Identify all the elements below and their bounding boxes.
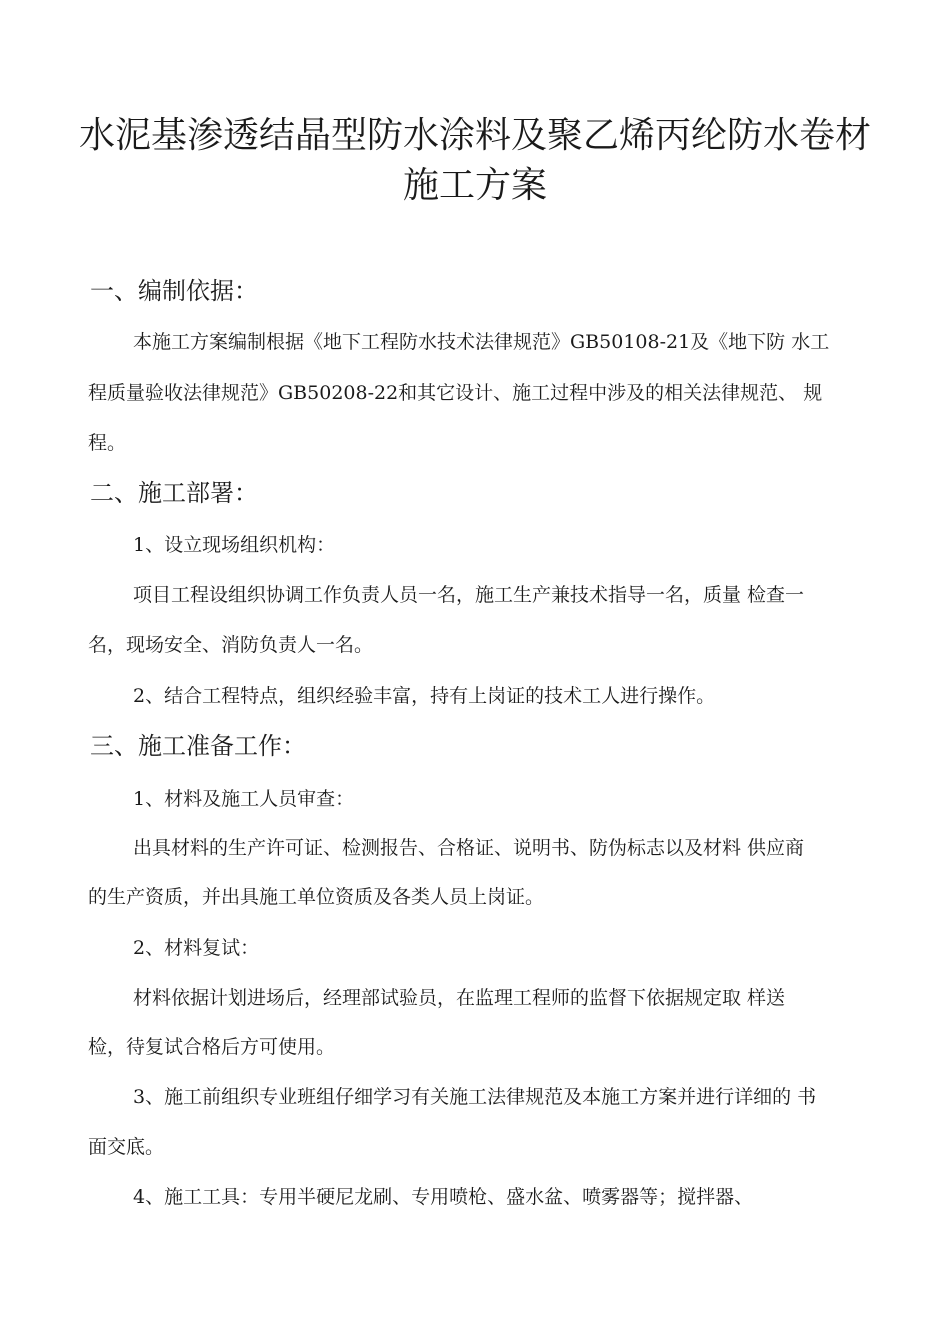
- paragraph-line: 本施工方案编制根据《地下工程防水技术法律规范》GB50108-21及《地下防 水工: [133, 331, 830, 353]
- paragraph-line: 的生产资质，并出具施工单位资质及各类人员上岗证。: [88, 886, 545, 908]
- section-heading-preparation: 三、施工准备工作：: [90, 732, 306, 760]
- paragraph-line: 3、施工前组织专业班组仔细学习有关施工法律规范及本施工方案并进行详细的 书: [133, 1086, 817, 1108]
- section-heading-basis: 一、编制依据：: [90, 277, 258, 305]
- paragraph-line: 项目工程设组织协调工作负责人员一名，施工生产兼技术指导一名，质量 检查一: [133, 584, 805, 606]
- paragraph-line: 1、材料及施工人员审查：: [133, 788, 355, 810]
- paragraph-line: 2、结合工程特点，组织经验丰富，持有上岗证的技术工人进行操作。: [133, 685, 716, 707]
- document-title-line-2: 施工方案: [402, 165, 547, 206]
- paragraph-line: 材料依据计划进场后，经理部试验员，在监理工程师的监督下依据规定取 样送: [133, 987, 786, 1009]
- paragraph-line: 1、设立现场组织机构：: [133, 534, 336, 556]
- paragraph-line: 检，待复试合格后方可使用。: [88, 1036, 336, 1058]
- paragraph-line: 出具材料的生产许可证、检测报告、合格证、说明书、防伪标志以及材料 供应商: [133, 837, 805, 859]
- paragraph-line: 2、材料复试：: [133, 937, 260, 959]
- paragraph-line: 名，现场安全、消防负责人一名。: [88, 634, 374, 656]
- paragraph-line: 面交底。: [88, 1136, 165, 1158]
- paragraph-line: 程质量验收法律规范》GB50208-22和其它设计、施工过程中涉及的相关法律规范、 规: [88, 382, 823, 404]
- paragraph-line: 4、施工工具：专用半硬尼龙刷、专用喷枪、盛水盆、喷雾器等；搅拌器、: [133, 1186, 754, 1208]
- paragraph-line: 程。: [88, 432, 127, 454]
- document-title-line-1: 水泥基渗透结晶型防水涂料及聚乙烯丙纶防水卷材: [78, 115, 871, 156]
- section-heading-deployment: 二、施工部署：: [90, 479, 258, 507]
